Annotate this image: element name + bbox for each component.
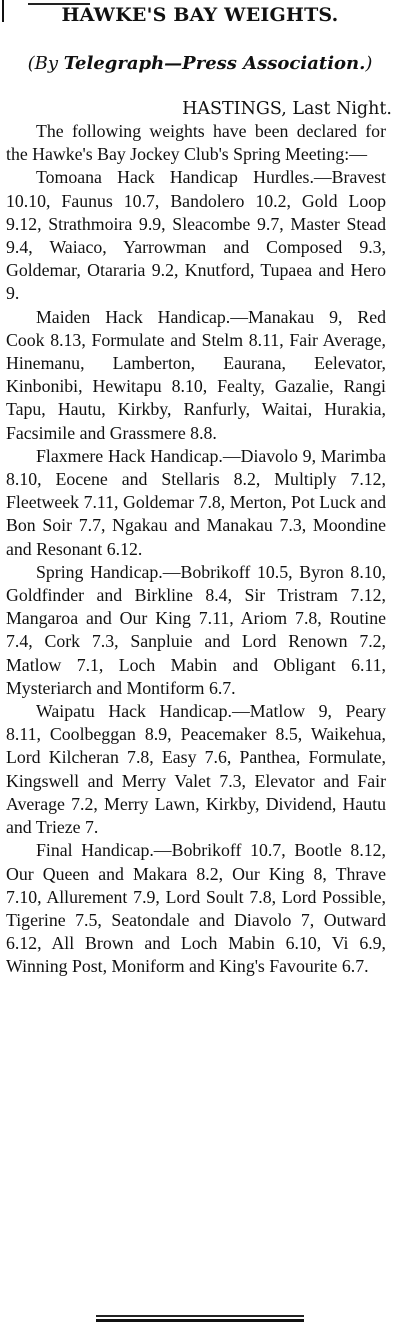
paragraph-tomoana-hack-handicap-hurdles: Tomoana Hack Handicap Hurdles.—Bravest 10.10, Faunus 10.7, Bandolero 10.2, Gold Loop 9.12, Strathmoira 9.9, Sleacombe 9.7, Master Stead 9.4, Waiaco, Yarrowman and Composed 9.3, Goldemar, Otararia 9.2, Knutford, Tupaea and Hero 9. xyxy=(6,167,386,304)
paragraph-waipatu-hack-handicap: Waipatu Hack Handicap.—Matlow 9, Peary 8.11, Coolbeggan 8.9, Peacemaker 8.5, Waikehua, Lord Kilcheran 7.8, Easy 7.6, Panthea, Formulate, Kingswell and Merry Valet 7.3, Elevator and Fair Average 7.2, Merry Lawn, Kirkby, Dividend, Hautu and Trieze 7. xyxy=(6,701,386,838)
byline-source: Telegraph—Press Association. xyxy=(63,53,366,74)
paragraph-flaxmere-hack-handicap: Flaxmere Hack Handicap.—Diavolo 9, Marimba 8.10, Eocene and Stellaris 8.2, Multiply 7.12, Fleetweek 7.11, Goldemar 7.8, Merton, Pot Luck and Bon Soir 7.7, Ngakau and Manakau 7.3, Moondine and Resonant 6.12. xyxy=(6,445,386,559)
end-rule-thin xyxy=(96,1315,304,1317)
byline xyxy=(0,51,400,77)
paragraph-spring-handicap: Spring Handicap.—Bobrikoff 10.5, Byron 8.10, Goldfinder and Birkline 8.4, Sir Tristram 7.12, Mangaroa and Our King 7.11, Ariom 7.8, Routine 7.4, Cork 7.3, Sanpluie and Lord Renown 7.2, Matlow 7.1, Loch Mabin and Obligant 6.11, Mysteriarch and Montiform 6.7. xyxy=(6,561,386,698)
byline-open: (By xyxy=(27,53,64,74)
paragraph-final-handicap: Final Handicap.—Bobrikoff 10.7, Bootle 8.12, Our Queen and Makara 8.2, Our King 8, Thrave 7.10, Allurement 7.9, Lord Soult 7.8, Lord Possible, Tigerine 7.5, Seatondale and Diavolo 7, Outward 6.12, All Brown and Loch Mabin 6.10, Vi 6.9, Winning Post, Moniform and King's Favourite 6.7. xyxy=(6,840,386,977)
article-body xyxy=(6,120,386,979)
paragraph-maiden-hack-handicap: Maiden Hack Handicap.—Manakau 9, Red Cook 8.13, Formulate and Stelm 8.11, Fair Average, Hinemanu, Lamberton, Eaurana, Eelevator, Kinbonibi, Hewitapu 8.10, Fealty, Gazalie, Rangi Tapu, Hautu, Kirkby, Ranfurly, Waitai, Hurakia, Facsimile and Grassmere 8.8. xyxy=(6,306,386,443)
end-rule xyxy=(96,1315,304,1321)
headline: HAWKE'S BAY WEIGHTS. xyxy=(61,4,339,26)
paragraph-intro: The following weights have been declared for the Hawke's Bay Jockey Club's Spring Meeting:— xyxy=(6,121,386,165)
end-rule-thick xyxy=(96,1319,304,1322)
byline-close: ) xyxy=(365,53,373,74)
dateline: HASTINGS, Last Night. xyxy=(182,99,392,119)
